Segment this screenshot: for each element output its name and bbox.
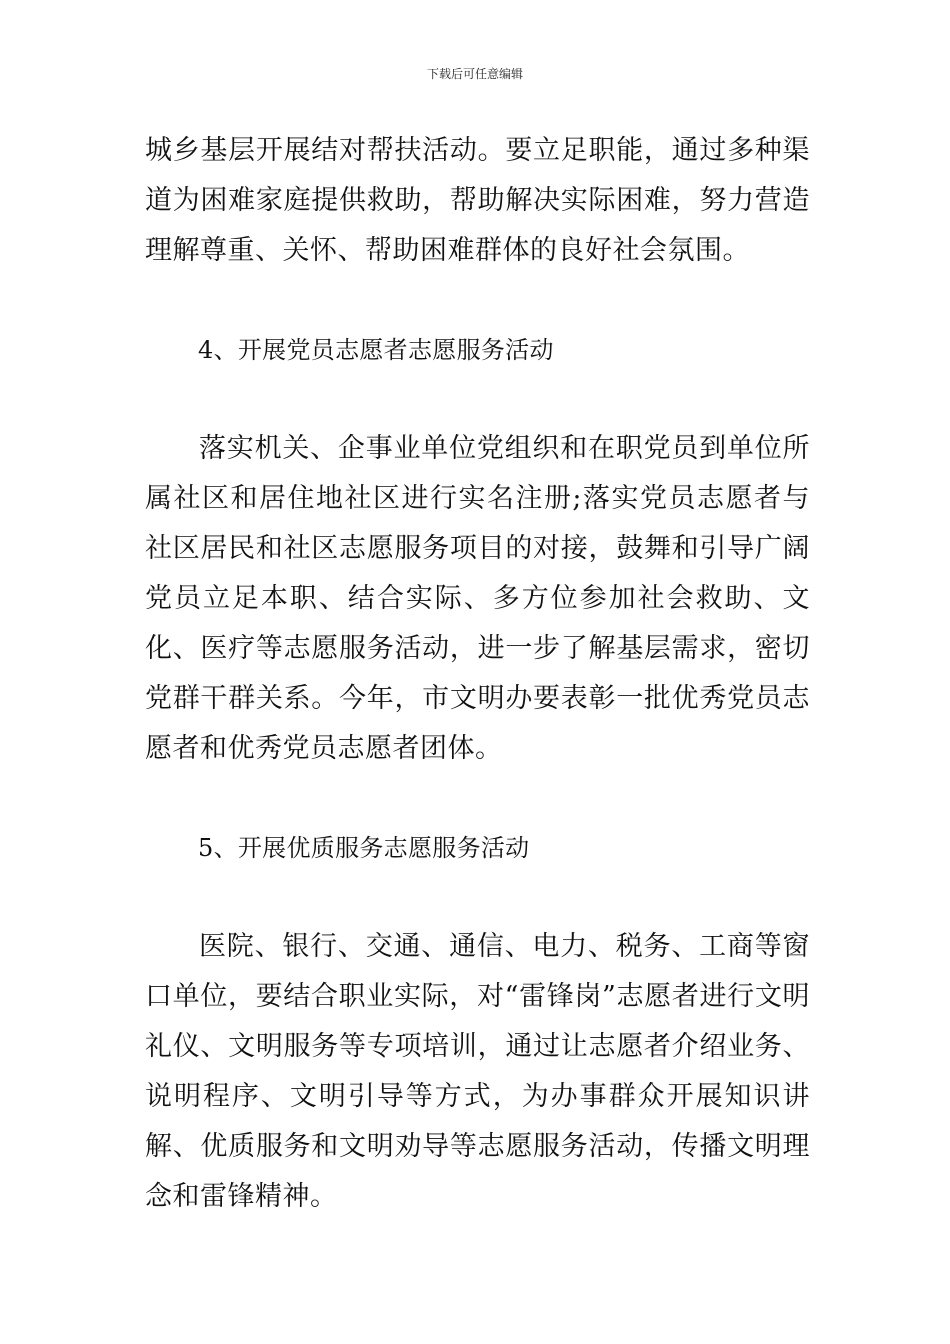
paragraph-continuation: 城乡基层开展结对帮扶活动。要立足职能，通过多种渠道为困难家庭提供救助，帮助解决实际困难，努力营造理解尊重、关怀、帮助困难群体的良好社会氛围。: [145, 135, 810, 266]
paragraph-gap: [145, 375, 810, 424]
paragraph-party-volunteers: 落实机关、企事业单位党组织和在职党员到单位所属社区和居住地社区进行实名注册;落实党员志愿者与社区居民和社区志愿服务项目的对接，鼓舞和引导广阔党员立足本职、结合实际、多方位参加社会救助、文化、医疗等志愿服务活动，进一步了解基层需求，密切党群干群关系。今年，市文明办要表彰一批优秀党员志愿者和优秀党员志愿者团体。: [145, 433, 810, 764]
paragraph-gap: [145, 774, 810, 823]
paragraph-gap: [145, 276, 810, 325]
paragraph-quality-service: 医院、银行、交通、通信、电力、税务、工商等窗口单位，要结合职业实际，对“雷锋岗”志愿者进行文明礼仪、文明服务等专项培训，通过让志愿者介绍业务、说明程序、文明引导等方式，为办事群众开展知识讲解、优质服务和文明劝导等志愿服务活动，传播文明理念和雷锋精神。: [145, 931, 810, 1212]
page-header: 下载后可任意编辑: [426, 67, 523, 81]
paragraph-gap: [145, 873, 810, 922]
section-heading-5: 5、开展优质服务志愿服务活动: [198, 834, 530, 862]
section-heading-4: 4、开展党员志愿者志愿服务活动: [198, 336, 554, 364]
document-body: [145, 126, 810, 1222]
